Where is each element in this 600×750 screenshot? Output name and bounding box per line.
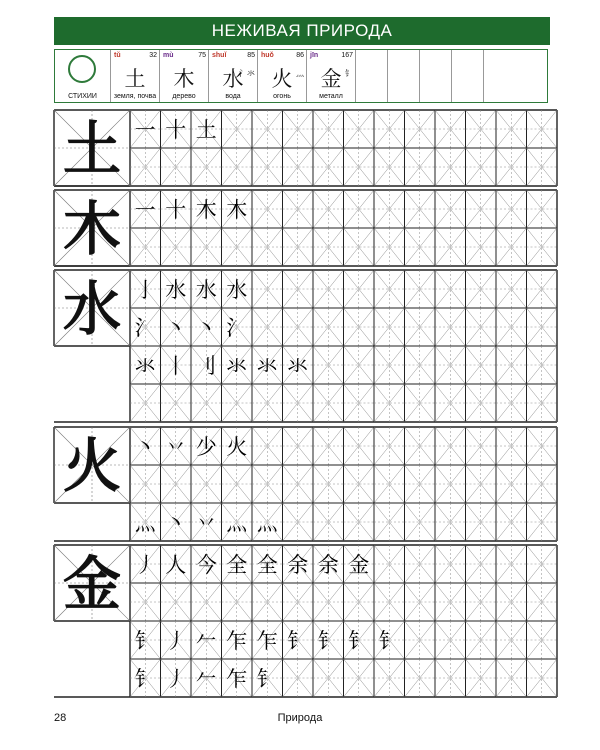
- translation: металл: [319, 93, 343, 100]
- stroke-step: 氺: [256, 354, 278, 378]
- translation: огонь: [273, 93, 291, 100]
- stroke-step: 人: [165, 553, 187, 577]
- stroke-step: 水: [195, 278, 217, 302]
- pinyin: tǔ: [114, 52, 121, 59]
- stroke-step: 灬: [256, 511, 278, 535]
- stroke-step: 刂: [195, 354, 217, 378]
- radical-number: 75: [198, 52, 206, 59]
- radical-variant: 氵氺: [239, 69, 255, 78]
- stroke-step: 火: [226, 435, 248, 459]
- stroke-step: 少: [195, 435, 217, 459]
- pinyin: huǒ: [261, 52, 274, 59]
- stroke-step: 全: [226, 553, 248, 577]
- stroke-step: 十: [165, 118, 187, 142]
- stroke-step: 丿: [165, 629, 187, 653]
- page-number: 28: [54, 712, 67, 724]
- stroke-step: 丶: [195, 316, 217, 340]
- stroke-step: 钅: [134, 667, 156, 691]
- model-character: 金: [62, 550, 121, 618]
- stroke-step: 乍: [256, 629, 278, 653]
- stroke-step: 水: [165, 278, 187, 302]
- stroke-step: 乍: [226, 667, 248, 691]
- stroke-step: 丿: [134, 553, 156, 577]
- stroke-step: 丷: [165, 435, 187, 459]
- radical-variant: 钅: [345, 69, 353, 78]
- model-character: 火: [62, 432, 121, 500]
- pinyin: jīn: [310, 52, 319, 59]
- stroke-step: 氵: [134, 316, 156, 340]
- section-name: Природа: [277, 712, 323, 724]
- radical-number: 167: [341, 52, 353, 59]
- stroke-step: 氵: [226, 316, 248, 340]
- model-character: 水: [62, 275, 121, 343]
- stroke-step: 丷: [195, 511, 217, 535]
- stroke-step: 钅: [348, 629, 370, 653]
- stroke-step: 一: [134, 198, 156, 222]
- page-title-banner: НЕЖИВАЯ ПРИРОДА: [54, 17, 550, 45]
- stroke-step: 钅: [287, 629, 309, 653]
- hanzi: 水: [222, 67, 244, 91]
- stroke-step: 𠂉: [195, 629, 217, 653]
- model-character: 木: [62, 195, 121, 263]
- stroke-step: 钅: [317, 629, 339, 653]
- hanzi: 金: [320, 67, 342, 91]
- stroke-step: 丶: [165, 511, 187, 535]
- stroke-step: 𠂉: [195, 667, 217, 691]
- stroke-step: 十: [165, 198, 187, 222]
- radical-number: 86: [296, 52, 304, 59]
- stroke-step: 乍: [226, 629, 248, 653]
- stroke-step: 丿: [165, 667, 187, 691]
- hanzi: 木: [173, 67, 195, 91]
- stroke-step: 灬: [134, 511, 156, 535]
- stroke-step: 土: [195, 118, 217, 142]
- hanzi: 土: [124, 67, 146, 91]
- radical-variant: 灬: [296, 69, 304, 78]
- stroke-step: 木: [226, 198, 248, 222]
- stroke-step: 钅: [134, 629, 156, 653]
- stroke-step: 亅: [134, 278, 156, 302]
- stroke-step: 全: [256, 553, 278, 577]
- stroke-step: 丨: [165, 354, 187, 378]
- elements-label: СТИХИИ: [68, 93, 97, 100]
- stroke-step: 丶: [165, 316, 187, 340]
- stroke-step: 灬: [226, 511, 248, 535]
- pinyin: mù: [163, 52, 174, 59]
- stroke-step: 一: [134, 118, 156, 142]
- model-character: 土: [62, 115, 121, 183]
- stroke-step: 木: [195, 198, 217, 222]
- stroke-step: 钅: [256, 667, 278, 691]
- stroke-step: 氺: [287, 354, 309, 378]
- stroke-step: 氺: [134, 354, 156, 378]
- translation: земля, почва: [113, 93, 157, 100]
- stroke-step: 丶: [134, 435, 156, 459]
- stroke-step: 金: [348, 553, 370, 577]
- stroke-step: 今: [195, 553, 217, 577]
- pinyin: shuǐ: [212, 52, 227, 59]
- translation: дерево: [172, 93, 196, 100]
- radical-number: 85: [247, 52, 255, 59]
- stroke-step: 水: [226, 278, 248, 302]
- stroke-step: 余: [287, 553, 309, 577]
- translation: вода: [225, 93, 241, 100]
- hanzi: 火: [271, 67, 293, 91]
- stroke-step: 钅: [378, 629, 400, 653]
- stroke-step: 余: [317, 553, 339, 577]
- stroke-step: 氺: [226, 354, 248, 378]
- radical-number: 32: [149, 52, 157, 59]
